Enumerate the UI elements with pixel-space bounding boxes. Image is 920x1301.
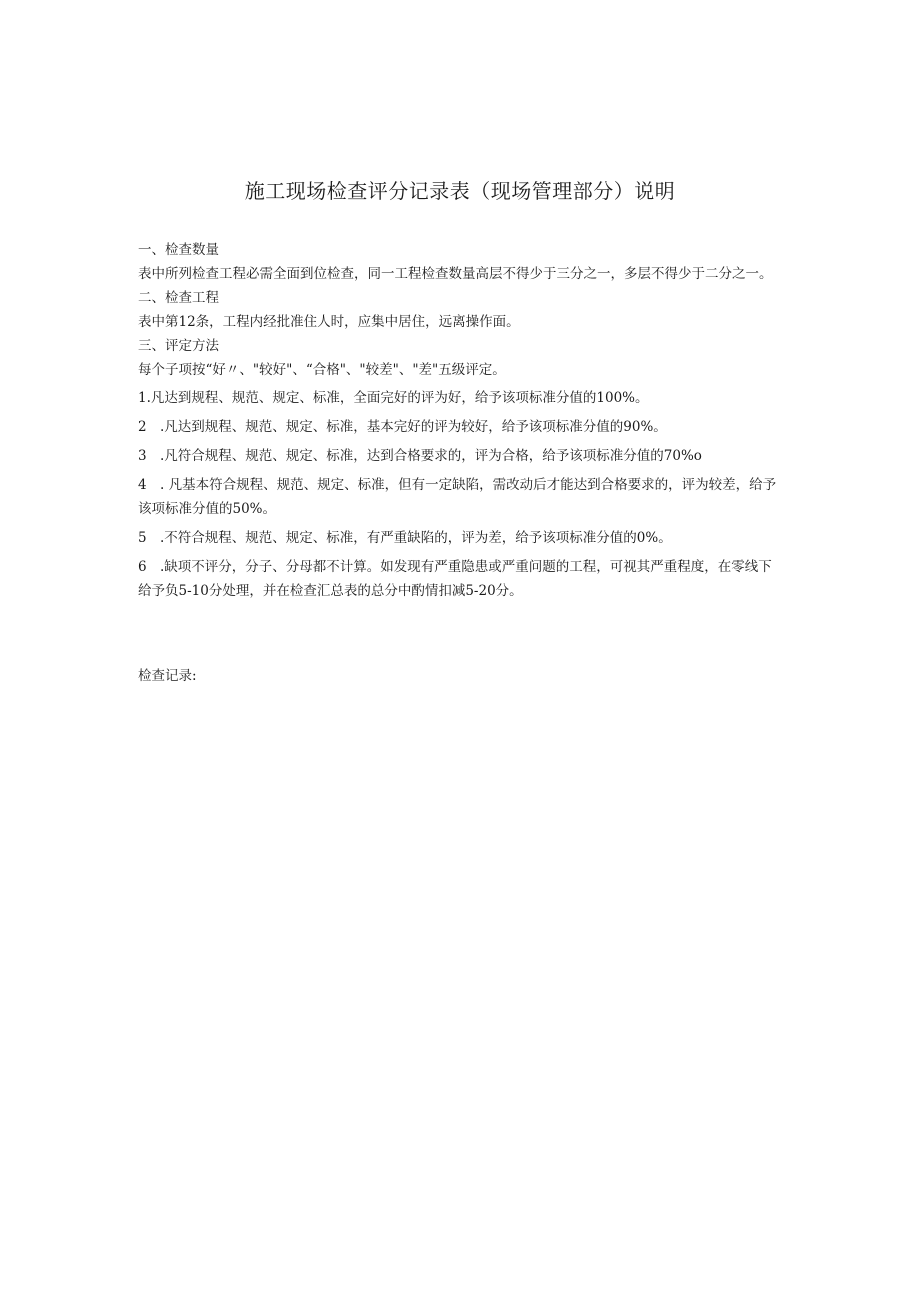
rating-item-4 bbox=[138, 473, 778, 521]
item-text: .凡达到规程、规范、规定、标准，基本完好的评为较好，给予该项标准分值的90%。 bbox=[160, 419, 667, 435]
section-heading-items: 二、检查工程 bbox=[138, 290, 219, 306]
item-number: 2 bbox=[138, 419, 147, 435]
item-number: 6 bbox=[138, 559, 147, 575]
rating-item-5 bbox=[138, 526, 778, 550]
item-text: .缺项不评分，分子、分母都不计算。如发现有严重隐患或严重问题的工程，可视其严重程度，在零线下给予负5-10分处理，并在检查汇总表的总分中酌情扣减5-20分。 bbox=[138, 559, 772, 599]
document-body bbox=[138, 238, 778, 603]
item-text: .凡符合规程、规范、规定、标准，达到合格要求的，评为合格，给予该项标准分值的70%o bbox=[160, 448, 702, 464]
rating-item-2 bbox=[138, 415, 778, 439]
item-text: .不符合规程、规范、规定、标准，有严重缺陷的，评为差，给予该项标准分值的0%。 bbox=[160, 530, 672, 546]
section-heading-method: 三、评定方法 bbox=[138, 338, 219, 354]
inspection-record-label: 检查记录: bbox=[138, 668, 197, 684]
section-text-items: 表中第12条，工程内经批准住人时，应集中居住，远离操作面。 bbox=[138, 314, 520, 330]
item-number: 1. bbox=[138, 390, 151, 406]
rating-item-6 bbox=[138, 555, 778, 603]
section-text-quantity: 表中所列检查工程必需全面到位检查，同一工程检查数量高层不得少于三分之一，多层不得少于二分之一。 bbox=[138, 266, 773, 282]
item-text: 凡达到规程、规范、规定、标准，全面完好的评为好，给予该项标准分值的100%。 bbox=[150, 390, 649, 406]
page-title: 施工现场检查评分记录表（现场管理部分）说明 bbox=[244, 179, 676, 203]
rating-item-1 bbox=[138, 386, 778, 410]
item-number: 5 bbox=[138, 530, 147, 546]
item-number: 3 bbox=[138, 448, 147, 464]
section-heading-quantity: 一、检查数量 bbox=[138, 242, 219, 258]
rating-item-3 bbox=[138, 444, 778, 468]
item-text: . 凡基本符合规程、规范、规定、标准，但有一定缺陷，需改动后才能达到合格要求的，评为较差，给予该项标准分值的50%。 bbox=[138, 477, 777, 517]
section-text-method: 每个子项按“好〃、"较好"、“合格"、"较差"、"差"五级评定。 bbox=[138, 362, 506, 378]
item-number: 4 bbox=[138, 477, 147, 493]
